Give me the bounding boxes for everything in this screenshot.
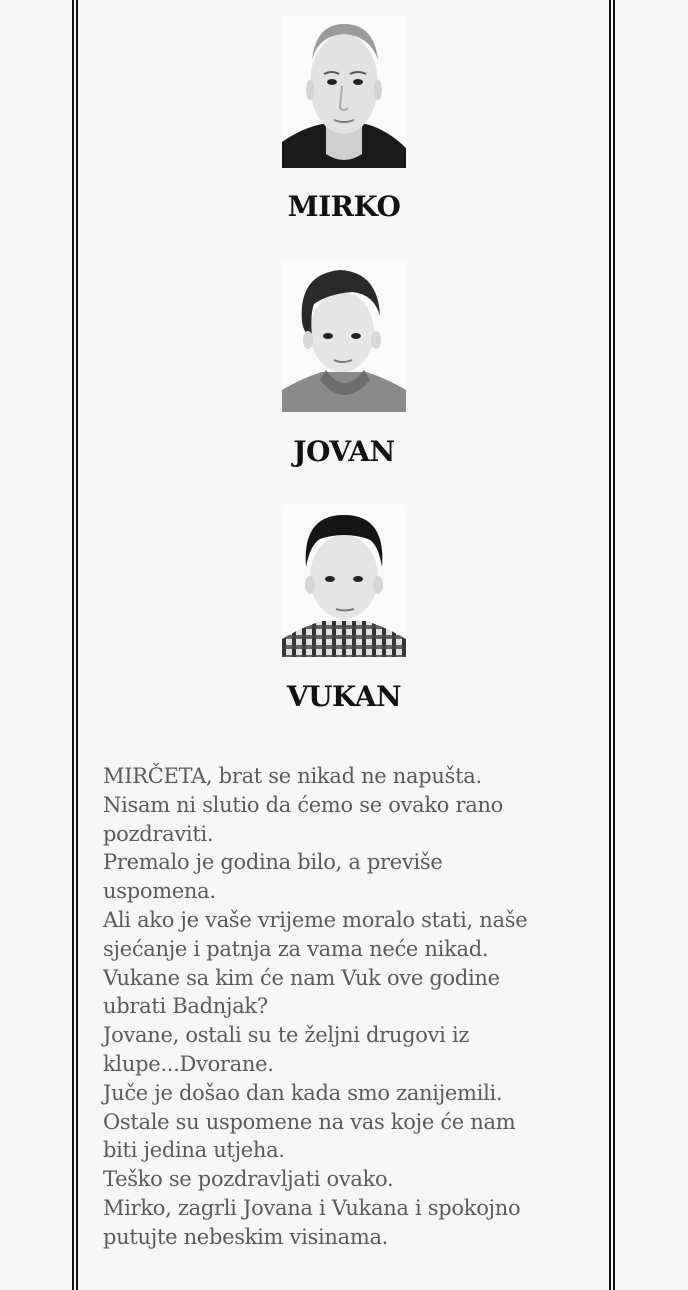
message-line: pozdraviti. — [103, 821, 214, 846]
person-name-jovan: JOVAN — [293, 435, 395, 468]
message-line: sjećanje i patnja za vama neće nikad. — [103, 936, 489, 961]
man-portrait-icon — [282, 16, 406, 168]
message-line: Teško se pozdravljati ovako. — [103, 1167, 394, 1192]
boy-plaid-portrait-icon — [282, 505, 406, 657]
message-line: Ali ako je vaše vrijeme moralo stati, naše — [103, 907, 528, 932]
message-line: Jovane, ostali su te željni drugovi iz — [103, 1023, 470, 1048]
person-name-vukan: VUKAN — [286, 680, 402, 713]
message-line: Juče je došao dan kada smo zanijemili. — [103, 1080, 503, 1105]
portrait-photo-mirko — [282, 16, 406, 168]
message-line: Mirko, zagrli Jovana i Vukana i spokojno — [103, 1195, 521, 1220]
message-line: Vukane sa kim će nam Vuk ove godine — [103, 965, 500, 990]
message-line: ubrati Badnjak? — [103, 994, 268, 1019]
message-line: Nisam ni slutio da ćemo se ovako rano — [103, 792, 504, 817]
portrait-photo-jovan — [282, 260, 406, 412]
message-line: klupe...Dvorane. — [103, 1051, 274, 1076]
message-line: Premalo je godina bilo, a previše — [103, 850, 443, 875]
message-line: Ostale su uspomene na vas koje će nam — [103, 1109, 516, 1134]
message-line: uspomena. — [103, 879, 216, 904]
portrait-photo-vukan — [282, 505, 406, 657]
message-line: MIRČETA, brat se nikad ne napušta. — [103, 764, 482, 788]
message-line: putujte nebeskim visinama. — [103, 1224, 389, 1249]
person-name-mirko: MIRKO — [287, 190, 401, 223]
obituary-message — [103, 762, 603, 1252]
message-line: biti jedina utjeha. — [103, 1138, 285, 1163]
boy-portrait-icon — [282, 260, 406, 412]
